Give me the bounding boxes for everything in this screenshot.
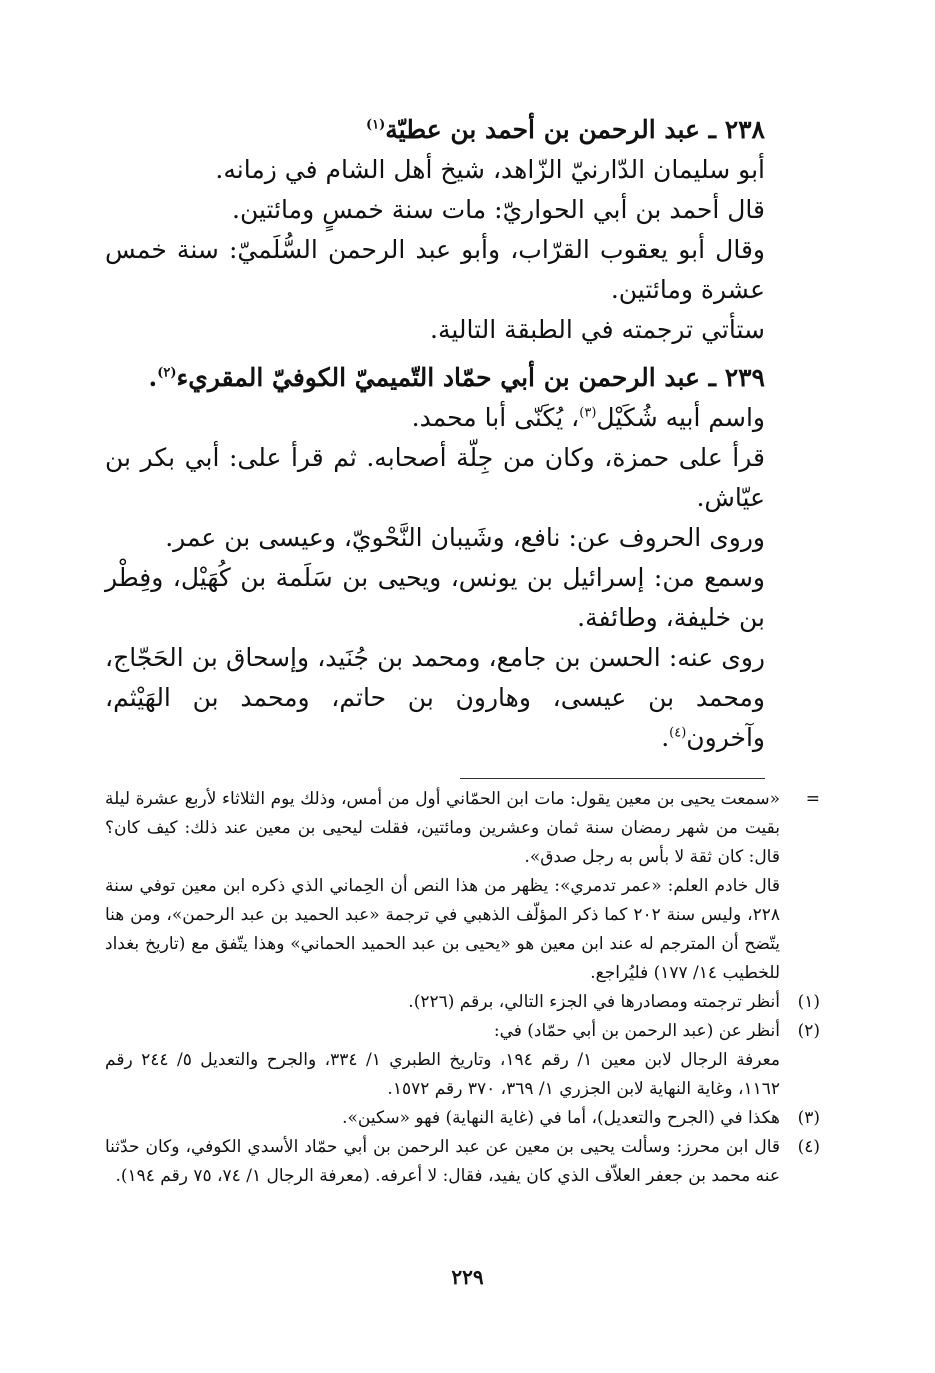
main-text bbox=[105, 110, 765, 758]
footnote-1 bbox=[105, 988, 820, 1017]
entry-239-line: وروى الحروف عن: نافع، وشَيبان النَّحْويّ، وعيسى بن عمر. bbox=[165, 523, 765, 552]
footnote-text: أنظر عن (عبد الرحمن بن أبي حمّاد) في: bbox=[493, 1021, 780, 1041]
footnote-continuation bbox=[105, 785, 820, 872]
footnote-4 bbox=[105, 1133, 820, 1191]
footnote-3 bbox=[105, 1104, 820, 1133]
footnote-text: «سمعت يحيى بن معين يقول: مات ابن الحمّاني أول من أمس، وذلك يوم الثلاثاء لأربع عشرة ليلة بقيت من شهر رمضان سنة ثمان وعشرين ومائتين، فقلت ليحيى بن معين عند ذلك: كيف كان؟ قال: كان ثقة لا بأس به رجل صدق». bbox=[105, 789, 780, 867]
entry-239-line bbox=[105, 398, 765, 438]
footnote-number: (٢) bbox=[797, 1021, 820, 1041]
entry-239-title bbox=[105, 358, 765, 398]
footnote-text: هكذا في (الجرح والتعديل)، أما في (غاية النهاية) فهو «سكين». bbox=[342, 1108, 780, 1128]
footnote-number: (١) bbox=[797, 992, 820, 1012]
page-number: ٢٢٩ bbox=[451, 1265, 484, 1289]
footnote-ref-1: (١) bbox=[365, 117, 386, 133]
footnote-2 bbox=[105, 1017, 820, 1046]
continuation-mark: = bbox=[805, 789, 820, 809]
entry-239-line-text: واسم أبيه شُكَيْل bbox=[596, 403, 765, 432]
footnote-ref-2: (٢) bbox=[157, 365, 177, 381]
entry-239-line-text: روى عنه: الحسن بن جامع، ومحمد بن جُنَيد، وإسحاق بن الحَجّاج، ومحمد بن عيسى، وهارون بن حاتم، ومحمد بن الهَيْثم، وآخرون bbox=[105, 643, 765, 752]
entry-239-title-end: . bbox=[148, 363, 158, 392]
footnote-text: معرفة الرجال لابن معين ١/ رقم ١٩٤، وتاريخ الطبري ١/ ٣٣٤، والجرح والتعديل ٥/ ٢٤٤ رقم ١١٦٢، وغاية النهاية لابن الجزري ١/ ٣٦٩، ٣٧٠ رقم ١٥٧٢. bbox=[105, 1050, 780, 1099]
footnote-text: قال ابن محرز: وسألت يحيى بن معين عن عبد الرحمن بن أبي حمّاد الأسدي الكوفي، وكان حدّثنا عنه محمد بن جعفر العلاّف الذي كان يفيد، فقال: لا أعرفه. (معرفة الرجال ١/ ٧٤، ٧٥ رقم ١٩٤). bbox=[105, 1137, 780, 1186]
entry-238-line: وقال أبو يعقوب القرّاب، وأبو عبد الرحمن السُّلَميّ: سنة خمس عشرة ومائتين. bbox=[105, 235, 765, 304]
entry-239-line-text: . bbox=[661, 723, 670, 752]
footnote-number: (٤) bbox=[797, 1137, 820, 1157]
footnotes bbox=[105, 785, 820, 1191]
entry-238-title bbox=[105, 110, 765, 150]
footnote-divider bbox=[460, 778, 765, 779]
footnote-text: أنظر ترجمته ومصادرها في الجزء التالي، برقم (٢٢٦). bbox=[408, 992, 780, 1012]
entry-239-line: وسمع من: إسرائيل بن يونس، ويحيى بن سَلَمة بن كُهَيْل، وفِطْر بن خليفة، وطائفة. bbox=[105, 563, 765, 632]
entry-239-line-text: ، يُكَنّى أبا محمد. bbox=[411, 403, 580, 432]
footnote-continuation: قال خادم العلم: «عمر تدمري»: يظهر من هذا النص أن الحِماني الذي ذكره ابن معين توفي سنة ٢٢٨، وليس سنة ٢٠٢ كما ذكر المؤلّف الذهبي في ترجمة «عبد الحميد بن عبد الرحمن»، ومن هنا يتّضح أن المترجم له عند ابن معين هو «يحيى بن عبد الحميد الحماني» وهذا يتّفق مع (تاريخ بغداد للخطيب ١٤/ ١٧٧) فليُراجع. bbox=[105, 876, 780, 983]
footnote-2-sources bbox=[105, 1046, 820, 1104]
entry-239-line bbox=[105, 638, 765, 758]
footnote-ref-3: (٣) bbox=[579, 405, 597, 421]
footnote-ref-4: (٤) bbox=[669, 725, 687, 741]
entry-239-line: قرأ على حمزة، وكان من جِلّة أصحابه. ثم قرأ على: أبي بكر بن عيّاش. bbox=[105, 443, 765, 512]
entry-238-line: أبو سليمان الدّارنيّ الزّاهد، شيخ أهل الشام في زمانه. bbox=[215, 155, 765, 184]
entry-238-line: ستأتي ترجمته في الطبقة التالية. bbox=[430, 315, 765, 344]
entry-238-title-text: ٢٣٨ ـ عبد الرحمن بن أحمد بن عطيّة bbox=[385, 115, 765, 144]
entry-239-title-text: ٢٣٩ ـ عبد الرحمن بن أبي حمّاد التّميميّ الكوفيّ المقريء bbox=[176, 363, 765, 392]
footnote-number: (٣) bbox=[797, 1108, 820, 1128]
entry-238-line: قال أحمد بن أبي الحواريّ: مات سنة خمسٍ ومائتين. bbox=[232, 195, 765, 224]
